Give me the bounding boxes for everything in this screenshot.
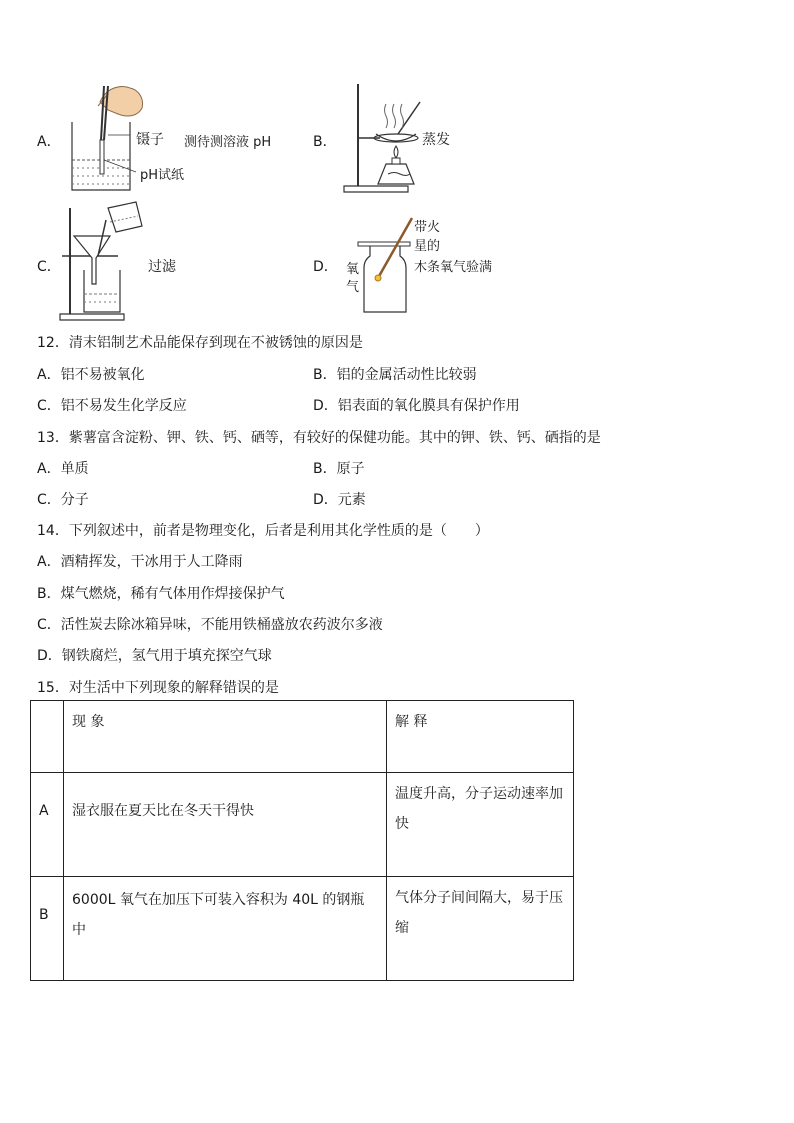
option-caption: 测待测溶液 pH — [184, 135, 272, 150]
row-label: B — [31, 877, 64, 981]
question-stem: 13．紫薯富含淀粉、钾、铁、钙、硒等，有较好的保健功能。其中的钾、铁、钙、硒指的是 — [37, 430, 601, 446]
option-letter: C． — [37, 259, 61, 275]
oxygen-label-line1: 氧 — [346, 262, 360, 277]
stick-label-line1: 带火 — [414, 220, 441, 235]
filtration-illustration — [58, 200, 148, 322]
evaporation-illustration — [340, 82, 430, 194]
oxygen-label-line2: 气 — [346, 280, 360, 295]
row-label: A — [31, 773, 64, 877]
option-a: A．酒精挥发，干冰用于人工降雨 — [37, 554, 243, 570]
question-15-stem: 15．对生活中下列现象的解释错误的是 — [37, 680, 279, 696]
option-c: C．分子 — [37, 492, 89, 508]
explanation-table — [30, 700, 574, 981]
option-a: A．单质 — [37, 461, 89, 477]
option-b: B．煤气燃烧，稀有气体用作焊接保护气 — [37, 586, 285, 602]
row-phenomenon: 湿衣服在夏天比在冬天干得快 — [64, 773, 387, 877]
option-b: B．铝的金属活动性比较弱 — [313, 367, 477, 383]
question-stem: 14．下列叙述中，前者是物理变化，后者是利用其化学性质的是（ ） — [37, 523, 489, 539]
question-stem: 12．清末铝制艺术品能保存到现在不被锈蚀的原因是 — [37, 335, 363, 351]
row-phenomenon: 6000L 氧气在加压下可装入容积为 40L 的钢瓶中 — [64, 877, 387, 981]
row-explanation: 气体分子间间隔大，易于压缩 — [387, 877, 574, 981]
option-caption: 过滤 — [148, 259, 176, 275]
table-header-row — [31, 701, 574, 773]
option-letter: B． — [313, 134, 337, 150]
option-caption: 蒸发 — [422, 132, 450, 148]
option-caption: 木条氧气验满 — [414, 260, 493, 275]
tweezers-label: 镊子 — [136, 132, 164, 148]
option-d: D．钢铁腐烂，氢气用于填充探空气球 — [37, 648, 272, 664]
row-explanation: 温度升高，分子运动速率加快 — [387, 773, 574, 877]
table-header-cell — [31, 701, 64, 773]
table-header-cell: 解 释 — [387, 701, 574, 773]
option-letter: D． — [313, 259, 338, 275]
ph-paper-label: pH试纸 — [140, 168, 185, 183]
table-row — [31, 773, 574, 877]
option-b: B．原子 — [313, 461, 365, 477]
table-row — [31, 877, 574, 981]
option-d: D．元素 — [313, 492, 366, 508]
option-letter: A． — [37, 134, 61, 150]
option-c: C．铝不易发生化学反应 — [37, 398, 187, 414]
option-a: A．铝不易被氧化 — [37, 367, 145, 383]
table-header-cell: 现 象 — [64, 701, 387, 773]
option-c: C．活性炭去除冰箱异味，不能用铁桶盛放农药波尔多液 — [37, 617, 383, 633]
stick-label-line2: 星的 — [414, 239, 441, 254]
option-d: D．铝表面的氧化膜具有保护作用 — [313, 398, 520, 414]
